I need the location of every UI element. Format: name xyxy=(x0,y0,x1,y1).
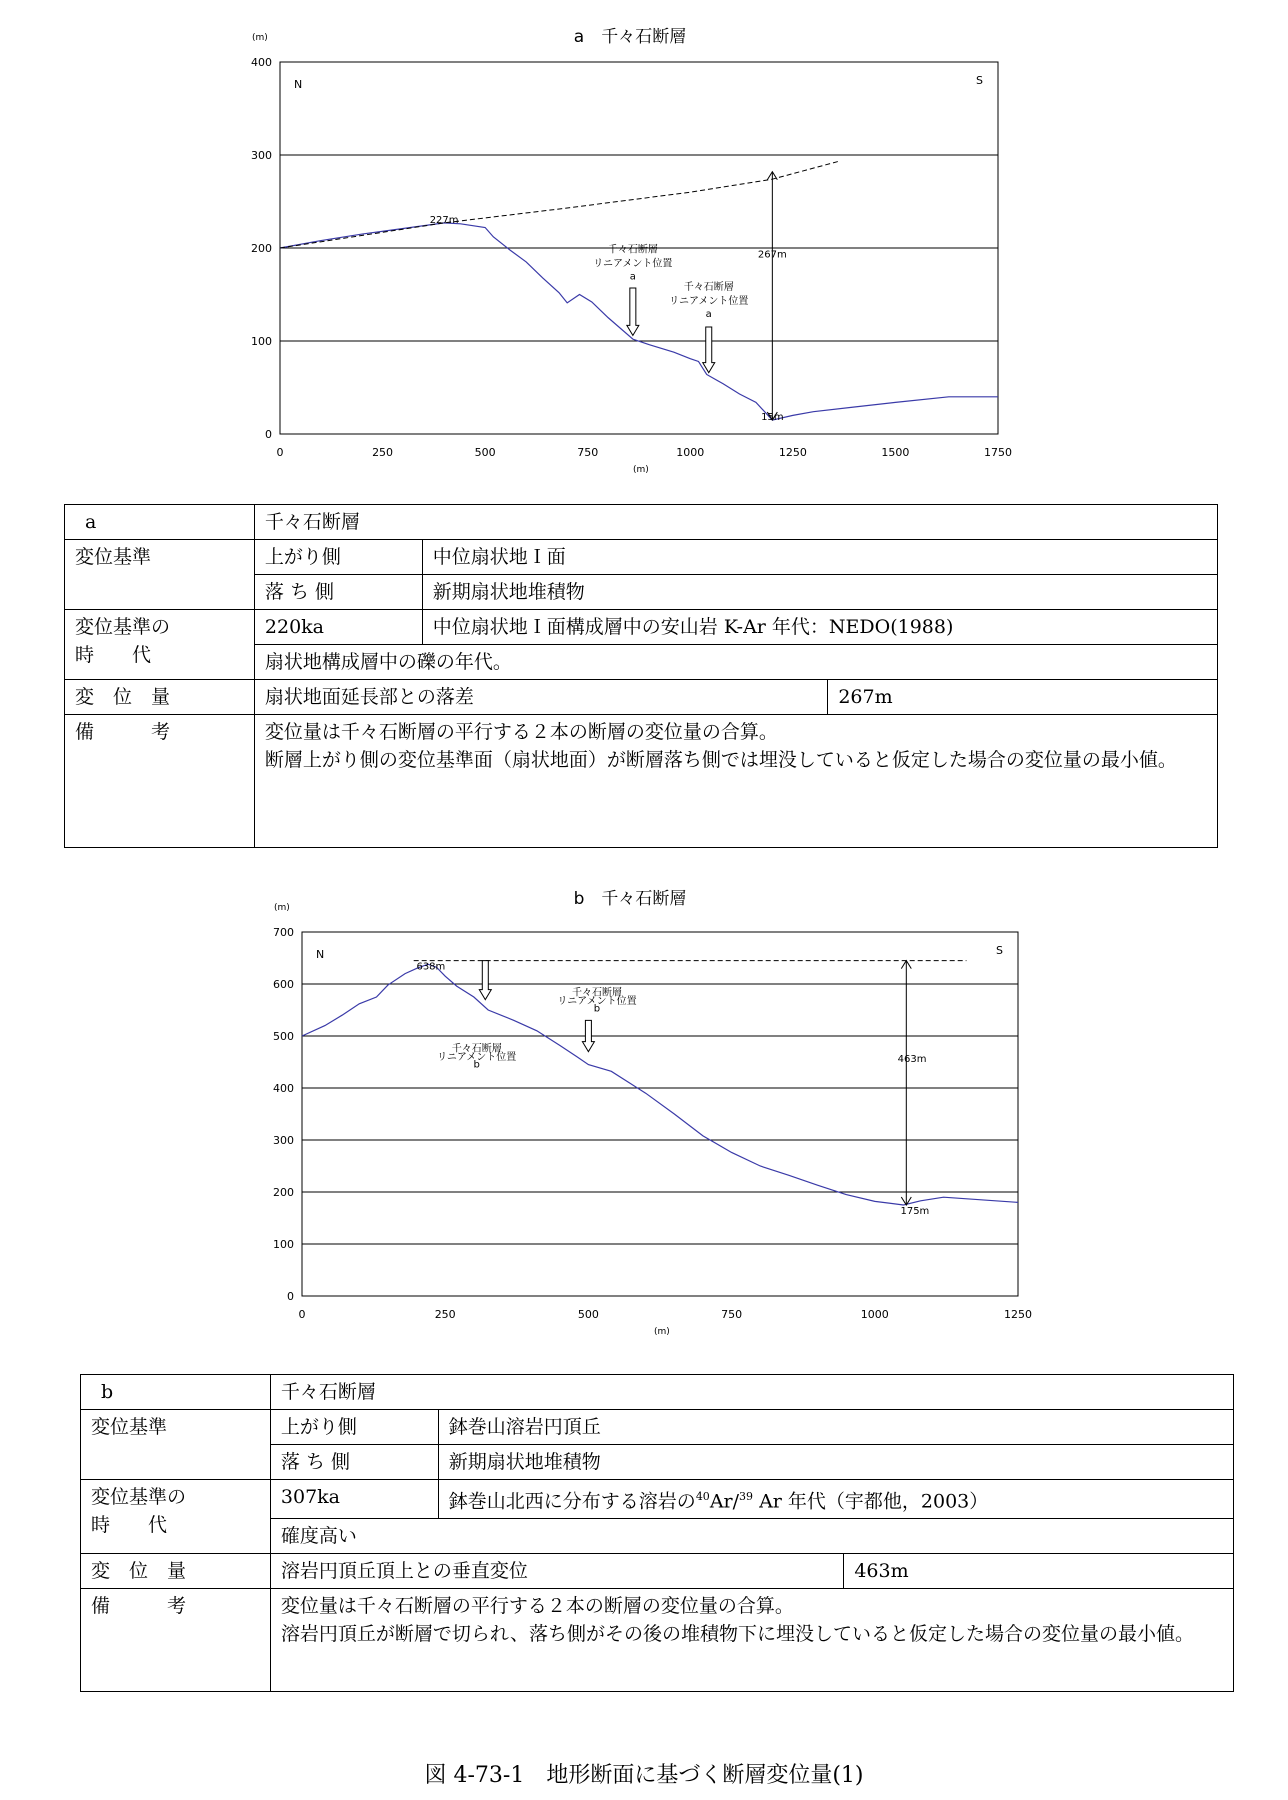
table-a-age-note: 扇状地構成層中の礫の年代。 xyxy=(254,645,1217,680)
chart-b-y-tick-label: 100 xyxy=(273,1238,294,1251)
table-a xyxy=(64,504,1218,848)
chart-a-annotation: a xyxy=(629,271,636,283)
chart-b-title: b 千々石断層 xyxy=(573,889,687,909)
table-b-up-label: 上がり側 xyxy=(270,1410,438,1445)
table-b-up-value: 鉢巻山溶岩円頂丘 xyxy=(438,1410,1233,1445)
chart-a-x-tick-label: 1250 xyxy=(778,446,807,459)
chart-a-annotation: 千々石断層 xyxy=(683,281,734,293)
chart-b-plot-frame xyxy=(302,932,1018,1296)
table-b-fault: 千々石断層 xyxy=(270,1375,1233,1410)
chart-b-y-tick-label: 400 xyxy=(273,1082,294,1095)
chart-a-annotation: リニアメント位置 xyxy=(593,258,673,270)
chart-b-direction-s: S xyxy=(996,944,1003,957)
chart-b-y-tick-label: 600 xyxy=(273,978,294,991)
chart-a-x-tick-label: 500 xyxy=(474,446,496,459)
chart-b-y-unit: (m) xyxy=(274,903,290,913)
table-b-ar-mid: Ar/ xyxy=(709,1490,740,1513)
chart-b-y-tick-label: 0 xyxy=(287,1290,294,1303)
table-a-age-label-1: 変位基準の xyxy=(75,616,171,638)
chart-b-lineament-arrow xyxy=(479,961,491,1000)
chart-b-x-tick-label: 1000 xyxy=(860,1308,889,1321)
table-a-disp-desc: 扇状地面延長部との落差 xyxy=(254,680,827,715)
chart-b-x-tick-label: 250 xyxy=(434,1308,456,1321)
table-b-disp-value: 463m xyxy=(844,1554,1234,1589)
table-a-id: a xyxy=(65,505,255,540)
chart-a-annotation: 227m xyxy=(429,214,459,226)
table-b-age-label-1: 変位基準の xyxy=(91,1486,187,1508)
table-a-remarks-1: 変位量は千々石断層の平行する２本の断層の変位量の合算。 xyxy=(264,721,778,743)
chart-b-annotation: b xyxy=(593,1003,601,1015)
chart-a-lineament-arrow xyxy=(703,327,715,373)
table-a-up-label: 上がり側 xyxy=(254,540,422,575)
table-a-up-value: 中位扇状地Ｉ面 xyxy=(422,540,1217,575)
chart-a-y-tick-label: 300 xyxy=(251,149,272,162)
table-b-remarks-1: 変位量は千々石断層の平行する２本の断層の変位量の合算。 xyxy=(280,1595,794,1618)
table-b-disp-label: 変 位 量 xyxy=(81,1554,271,1589)
table-a-remarks-2: 断層上がり側の変位基準面（扇状地面）が断層落ち側では埋没していると仮定した場合の変位量の最小値。 xyxy=(264,749,1177,771)
chart-a-direction-s: S xyxy=(976,74,983,87)
table-a-age-value: 220ka xyxy=(254,610,422,645)
chart-b-annotation: 千々石断層 xyxy=(451,1043,502,1055)
table-b xyxy=(80,1374,1234,1692)
chart-b-direction-n: N xyxy=(316,948,325,961)
table-a-age-label xyxy=(65,610,255,680)
table-b-remarks xyxy=(270,1589,1233,1692)
table-b-sup-40: 40 xyxy=(695,1490,710,1503)
figure-caption: 図 4-73-1 地形断面に基づく断層変位量(1) xyxy=(424,1763,864,1788)
chart-b-x-tick-label: 500 xyxy=(577,1308,599,1321)
chart-a-annotation: a xyxy=(705,308,712,320)
chart-b-x-tick-label: 0 xyxy=(298,1308,306,1321)
chart-b-y-tick-label: 200 xyxy=(273,1186,294,1199)
table-a-remarks xyxy=(254,715,1217,848)
chart-a-x-tick-label: 0 xyxy=(276,446,284,459)
table-b-age-note: 確度高い xyxy=(270,1519,1233,1554)
table-a-disp-value: 267m xyxy=(828,680,1218,715)
chart-b-y-tick-label: 700 xyxy=(273,926,294,939)
table-b-down-value: 新期扇状地堆積物 xyxy=(438,1445,1233,1480)
chart-b-x-tick-label: 1250 xyxy=(1004,1308,1032,1321)
chart-a-annotation: リニアメント位置 xyxy=(669,295,749,307)
chart-b-annotation: リニアメント位置 xyxy=(437,1051,517,1063)
chart-a-lineament-arrow xyxy=(627,288,639,335)
table-a-fault: 千々石断層 xyxy=(254,505,1217,540)
chart-b-y-tick-label: 500 xyxy=(273,1030,294,1043)
chart-a-x-tick-label: 250 xyxy=(372,446,394,459)
chart-b-y-tick-label: 300 xyxy=(273,1134,294,1147)
table-a-down-value: 新期扇状地堆積物 xyxy=(422,575,1217,610)
chart-a xyxy=(230,33,1030,480)
chart-b-annotation: 千々石断層 xyxy=(571,987,622,999)
chart-b-profile-line xyxy=(302,964,1018,1205)
table-b-age-value: 307ka xyxy=(270,1480,438,1519)
chart-a-direction-n: N xyxy=(294,78,303,91)
chart-a-y-tick-label: 100 xyxy=(251,335,272,348)
chart-a-x-tick-label: 1750 xyxy=(984,446,1012,459)
chart-b-annotation: 463m xyxy=(897,1054,927,1065)
chart-a-annotation: 千々石断層 xyxy=(607,244,658,256)
table-b-age-source-post: Ar 年代（宇都他，2003） xyxy=(753,1490,989,1513)
chart-b-x-tick-label: 750 xyxy=(721,1308,743,1321)
chart-a-title: a 千々石断層 xyxy=(573,27,687,47)
chart-a-y-tick-label: 200 xyxy=(251,242,272,255)
chart-b-x-unit: (m) xyxy=(654,1327,670,1337)
table-b-down-label: 落 ち 側 xyxy=(270,1445,438,1480)
chart-b-annotation: b xyxy=(473,1059,480,1071)
chart-b xyxy=(250,902,1050,1352)
table-b-id: b xyxy=(81,1375,271,1410)
table-b-disp-desc: 溶岩円頂丘頂上との垂直変位 xyxy=(270,1554,843,1589)
table-b-basis-label: 変位基準 xyxy=(81,1410,271,1480)
table-b-age-source xyxy=(438,1480,1233,1519)
chart-a-x-tick-label: 1500 xyxy=(881,446,910,459)
chart-a-annotation: 267m xyxy=(757,249,787,261)
chart-a-annotation: 15m xyxy=(761,412,784,424)
table-a-disp-label: 変 位 量 xyxy=(65,680,255,715)
table-b-sup-39: 39 xyxy=(739,1490,754,1503)
table-b-remarks-2: 溶岩円頂丘が断層で切られ、落ち側がその後の堆積物下に埋没していると仮定した場合の変位量の最小値。 xyxy=(280,1623,1195,1646)
table-a-remarks-label: 備 考 xyxy=(65,715,255,848)
chart-b-annotation: リニアメント位置 xyxy=(557,995,637,1007)
table-b-remarks-label: 備 考 xyxy=(81,1589,271,1692)
table-a-down-label: 落 ち 側 xyxy=(254,575,422,610)
table-a-basis-label: 変位基準 xyxy=(65,540,255,610)
chart-a-x-tick-label: 750 xyxy=(577,446,599,459)
table-a-age-source: 中位扇状地Ｉ面構成層中の安山岩 K-Ar 年代：NEDO(1988) xyxy=(422,610,1217,645)
chart-a-x-tick-label: 1000 xyxy=(676,446,705,459)
chart-a-y-unit: (m) xyxy=(252,33,268,43)
chart-b-annotation: 175m xyxy=(900,1205,930,1217)
chart-a-extension-line xyxy=(280,162,838,248)
chart-a-y-tick-label: 400 xyxy=(251,56,272,69)
table-a-age-label-2: 時 代 xyxy=(75,644,152,666)
table-b-age-label-2: 時 代 xyxy=(91,1514,168,1536)
table-b-age-source-pre: 鉢巻山北西に分布する溶岩の xyxy=(448,1490,696,1513)
chart-a-x-unit: (m) xyxy=(633,465,649,475)
chart-b-annotation: 638m xyxy=(416,961,446,973)
chart-a-y-tick-label: 0 xyxy=(265,428,272,441)
table-b-age-label xyxy=(81,1480,271,1554)
